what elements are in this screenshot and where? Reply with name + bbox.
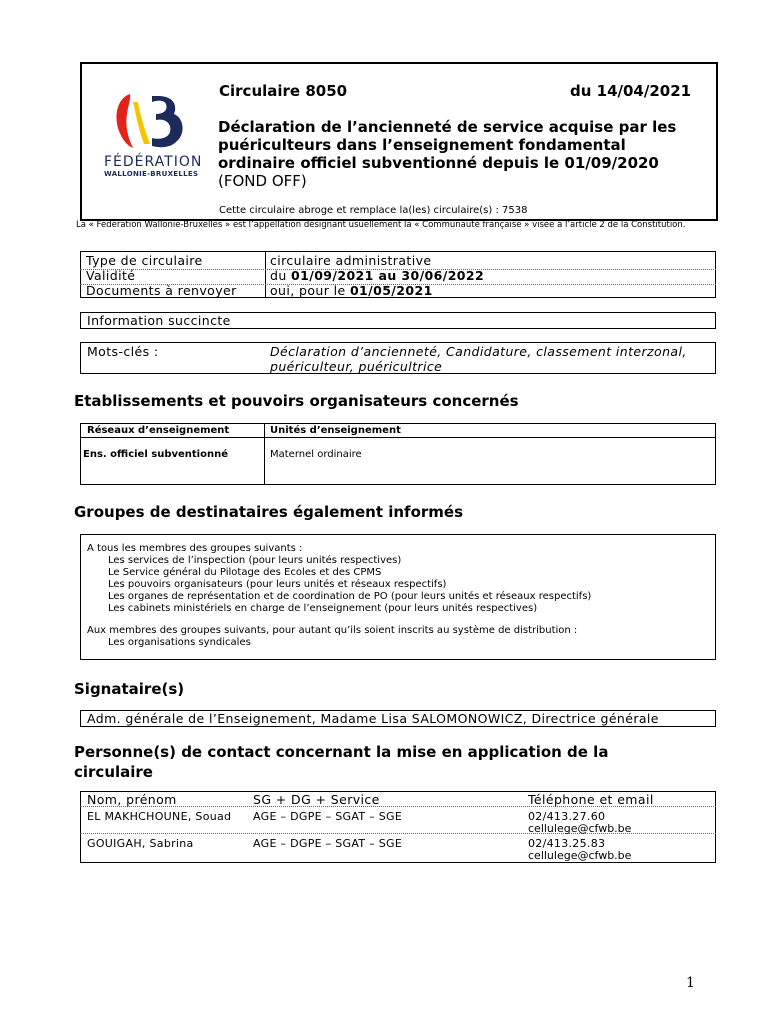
- groupes-title: Groupes de destinataires également informés: [74, 503, 463, 521]
- type-label: Type de circulaire: [86, 253, 203, 268]
- etab-title: Etablissements et pouvoirs organisateurs concernés: [74, 392, 519, 410]
- groupes-intro: A tous les membres des groupes suivants :: [87, 543, 303, 554]
- etab-col1-header: Réseaux d’enseignement: [87, 425, 230, 436]
- groupes-list2: [87, 637, 707, 649]
- contact-service: AGE – DGPE – SGAT – SGE: [253, 810, 403, 823]
- fond-off: (FOND OFF): [218, 172, 307, 190]
- list-item: Les services de l’inspection (pour leurs unités respectives): [108, 555, 402, 566]
- circulaire-date: du 14/04/2021: [570, 82, 692, 100]
- list-item: Les pouvoirs organisateurs (pour leurs unités et réseaux respectifs): [108, 579, 447, 590]
- meta-row-docs: [80, 283, 716, 299]
- circulaire-number: Circulaire 8050: [219, 82, 348, 100]
- docs-value: oui, pour le 01/05/2021: [270, 283, 433, 298]
- mots-value: Déclaration d’ancienneté, Candidature, classement interzonal, puériculteur, puéricultrice: [270, 344, 687, 374]
- groupes-list: [87, 555, 707, 615]
- contact-email[interactable]: cellulege@cfwb.be: [528, 822, 632, 835]
- logo-subtitle: WALLONIE-BRUXELLES: [104, 170, 199, 178]
- logo-title: FÉDÉRATION: [104, 154, 203, 170]
- etab-col2-header: Unités d’enseignement: [270, 425, 401, 436]
- list-item: Les organes de représentation et de coordination de PO (pour leurs unités et réseaux respectifs): [108, 591, 592, 602]
- etab-divider: [264, 423, 265, 485]
- contact-header-name: Nom, prénom: [87, 792, 177, 807]
- info-label: Information succincte: [87, 313, 231, 328]
- fwb-note: La « Fédération Wallonie-Bruxelles » est l’appellation désignant usuellement la « Communauté française » visée à l’article 2 de la Constitution.: [76, 220, 686, 230]
- contact-name: EL MAKHCHOUNE, Souad: [87, 810, 232, 823]
- etab-col1-value: Ens. officiel subventionné: [83, 449, 228, 460]
- circulaire-title: [218, 118, 708, 190]
- signataire-title: Signataire(s): [74, 680, 185, 698]
- groupes-content: [87, 543, 707, 649]
- fwb-logo-mark: [100, 88, 210, 154]
- fwb-logo: [100, 88, 210, 180]
- contact-header-service: SG + DG + Service: [253, 792, 380, 807]
- type-value: circulaire administrative: [270, 253, 432, 268]
- groupes-intro2: Aux membres des groupes suivants, pour autant qu’ils soient inscrits au système de distribution :: [87, 625, 578, 636]
- contact-name: GOUIGAH, Sabrina: [87, 837, 194, 850]
- mots-label: Mots-clés :: [87, 344, 159, 359]
- declaration-text: Déclaration de l’ancienneté de service acquise par les puériculteurs dans l’enseignement fondamental ordinaire officiel subventionné depuis le 01/09/2020: [218, 118, 677, 172]
- list-item: Les organisations syndicales: [108, 637, 251, 648]
- contact-service: AGE – DGPE – SGAT – SGE: [253, 837, 403, 850]
- contact-phone: 02/413.25.83: [528, 837, 606, 850]
- validite-value: du 01/09/2021 au 30/06/2022: [270, 268, 485, 283]
- signataire-value: Adm. générale de l’Enseignement, Madame Lisa SALOMONOWICZ, Directrice générale: [87, 711, 659, 726]
- etab-header-line: [80, 437, 716, 438]
- contact-email[interactable]: cellulege@cfwb.be: [528, 849, 632, 862]
- contact-phone: 02/413.27.60: [528, 810, 606, 823]
- list-item: Le Service général du Pilotage des Ecoles et des CPMS: [108, 567, 382, 578]
- docs-label: Documents à renvoyer: [86, 283, 237, 298]
- list-item: Les cabinets ministériels en charge de l’enseignement (pour leurs unités respectives): [108, 603, 538, 614]
- page-number: 1: [686, 975, 695, 991]
- validite-label: Validité: [86, 268, 136, 283]
- abroge-note: Cette circulaire abroge et remplace la(les) circulaire(s) : 7538: [219, 205, 528, 216]
- etab-col2-value: Maternel ordinaire: [270, 449, 362, 460]
- contact-title: Personne(s) de contact concernant la mise en application de la circulaire: [74, 743, 609, 781]
- contact-header-phone: Téléphone et email: [528, 792, 654, 807]
